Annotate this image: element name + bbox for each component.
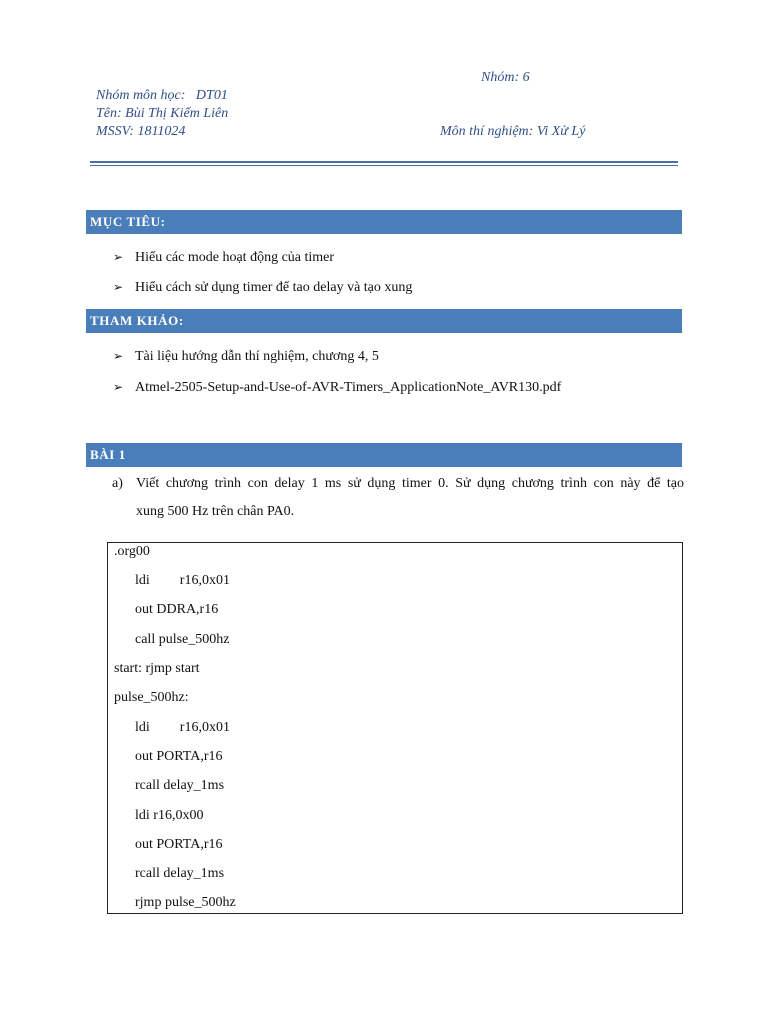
code-line: call pulse_500hz: [135, 632, 230, 647]
section-objectives-heading: MỤC TIÊU:: [86, 210, 682, 234]
group-number: Nhóm: 6: [481, 70, 530, 85]
task-line-1: [112, 470, 684, 498]
arrow-bullet-icon: ➢: [113, 349, 124, 363]
header-divider-thick: [90, 161, 678, 163]
code-line: ldi r16,0x00: [135, 808, 204, 823]
arrow-bullet-icon: ➢: [113, 250, 124, 264]
course-group: Nhóm môn học: DT01: [96, 88, 228, 103]
code-line: rcall delay_1ms: [135, 778, 225, 793]
code-mnemonic: ldi: [135, 573, 150, 588]
section-lesson1-heading: BÀI 1: [86, 443, 682, 467]
code-operand: r16,0x01: [179, 720, 230, 735]
code-line: [135, 719, 230, 737]
subject-name: Môn thí nghiệm: Vi Xử Lý: [440, 124, 586, 139]
code-line: [135, 572, 230, 590]
task-text-1: Viết chương trình con delay 1 ms sử dụng timer 0. Sử dụng chương trình con này để tạo: [136, 476, 684, 491]
task-marker: a): [112, 476, 123, 491]
code-listing-box: [107, 542, 683, 914]
code-line: out PORTA,r16: [135, 837, 223, 852]
code-operand: r16,0x01: [179, 573, 230, 588]
objective-item: [113, 248, 334, 267]
reference-item: [113, 378, 561, 397]
section-references-heading: THAM KHẢO:: [86, 309, 682, 333]
arrow-bullet-icon: ➢: [113, 280, 124, 294]
student-id: MSSV: 1811024: [96, 124, 186, 139]
code-line: pulse_500hz:: [114, 690, 189, 705]
student-name: Tên: Bùi Thị Kiếm Liên: [96, 106, 229, 121]
code-line: .org00: [114, 544, 150, 559]
reference-item: [113, 347, 379, 366]
task-text-2: xung 500 Hz trên chân PA0.: [136, 504, 295, 519]
objective-item-text: Hiểu các mode hoạt động của timer: [135, 250, 335, 265]
objective-item: [113, 278, 412, 297]
code-line: out DDRA,r16: [135, 602, 219, 617]
code-line: rcall delay_1ms: [135, 866, 225, 881]
reference-item-text: Tài liệu hướng dẫn thí nghiệm, chương 4, 5: [135, 349, 379, 364]
lesson1-task-a: [112, 470, 684, 526]
code-mnemonic: ldi: [135, 720, 150, 735]
code-line: out PORTA,r16: [135, 749, 223, 764]
objective-item-text: Hiểu cách sử dụng timer để tao delay và tạo xung: [135, 280, 413, 295]
arrow-bullet-icon: ➢: [113, 380, 124, 394]
code-line: rjmp pulse_500hz: [135, 895, 236, 910]
header-divider-thin: [90, 165, 678, 166]
reference-item-text: Atmel-2505-Setup-and-Use-of-AVR-Timers_ApplicationNote_AVR130.pdf: [135, 380, 562, 395]
code-line: start: rjmp start: [114, 661, 200, 676]
